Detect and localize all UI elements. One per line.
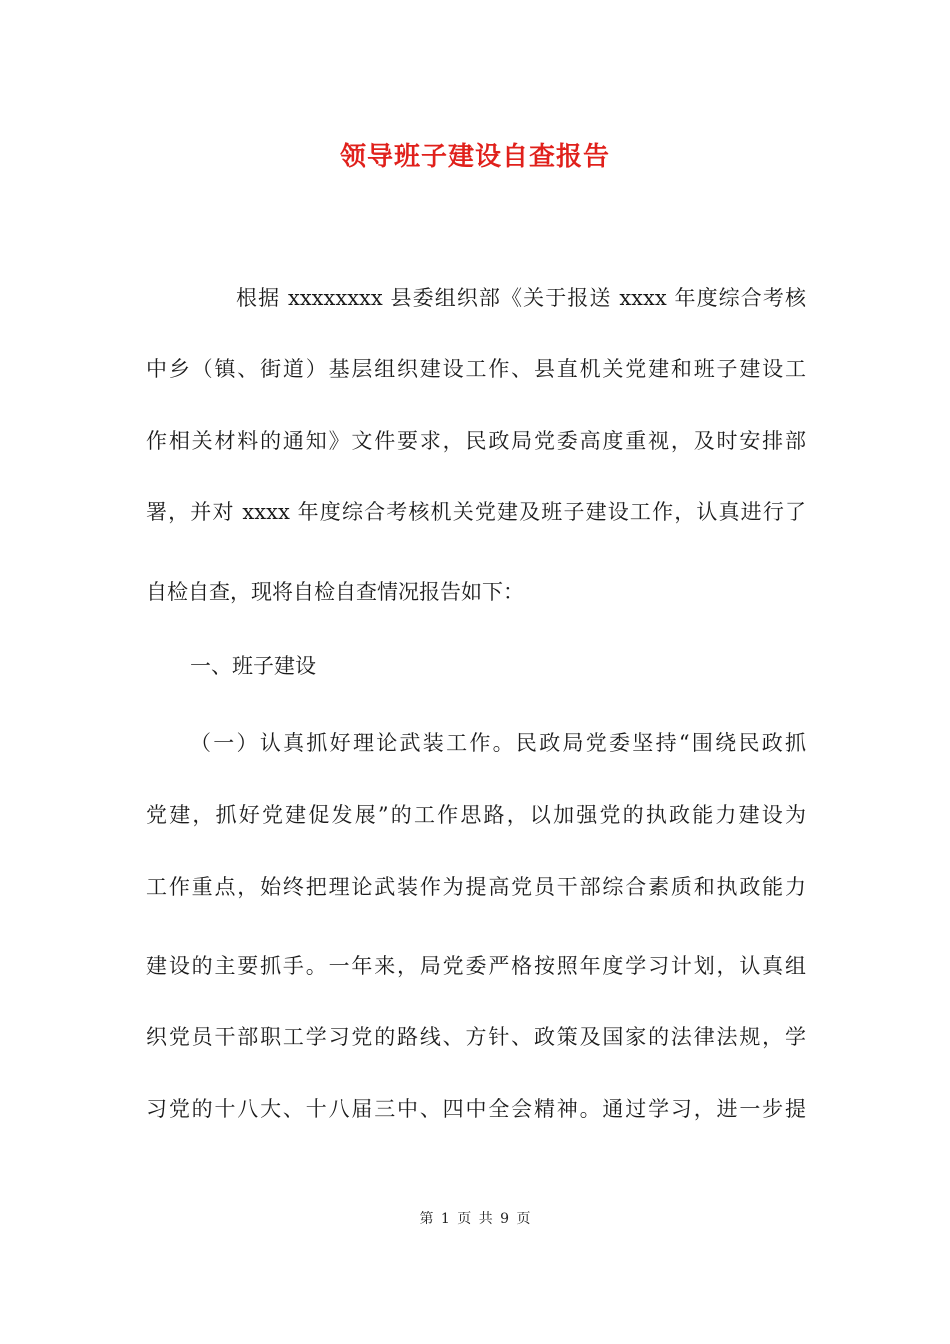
paragraph-line: 习党的十八大、十八届三中、四中全会精神。通过学习，进一步提 [146,1097,806,1121]
paragraph-line: 中乡（镇、街道）基层组织建设工作、县直机关党建和班子建设工 [146,357,806,381]
paragraph-line: 根据 xxxxxxxx 县委组织部《关于报送 xxxx 年度综合考核 [236,286,806,310]
paragraph-line: 自检自查，现将自检自查情况报告如下： [146,580,524,604]
paragraph-line: 党建，抓好党建促发展”的工作思路，以加强党的执政能力建设为 [146,803,806,827]
paragraph-line: 工作重点，始终把理论武装作为提高党员干部综合素质和执政能力 [146,875,806,899]
paragraph-line: 织党员干部职工学习党的路线、方针、政策及国家的法律法规，学 [146,1025,806,1049]
page-footer: 第 1 页 共 9 页 [419,1211,531,1227]
paragraph-line: 作相关材料的通知》文件要求，民政局党委高度重视，及时安排部 [146,429,806,453]
document-title: 领导班子建设自查报告 [339,142,610,172]
paragraph-line: （一）认真抓好理论武装工作。民政局党委坚持“围绕民政抓 [190,731,806,755]
paragraph-line: 建设的主要抓手。一年来，局党委严格按照年度学习计划，认真组 [146,954,806,978]
paragraph-line: 署，并对 xxxx 年度综合考核机关党建及班子建设工作，认真进行了 [146,500,806,524]
section-heading: 一、班子建设 [190,654,316,678]
